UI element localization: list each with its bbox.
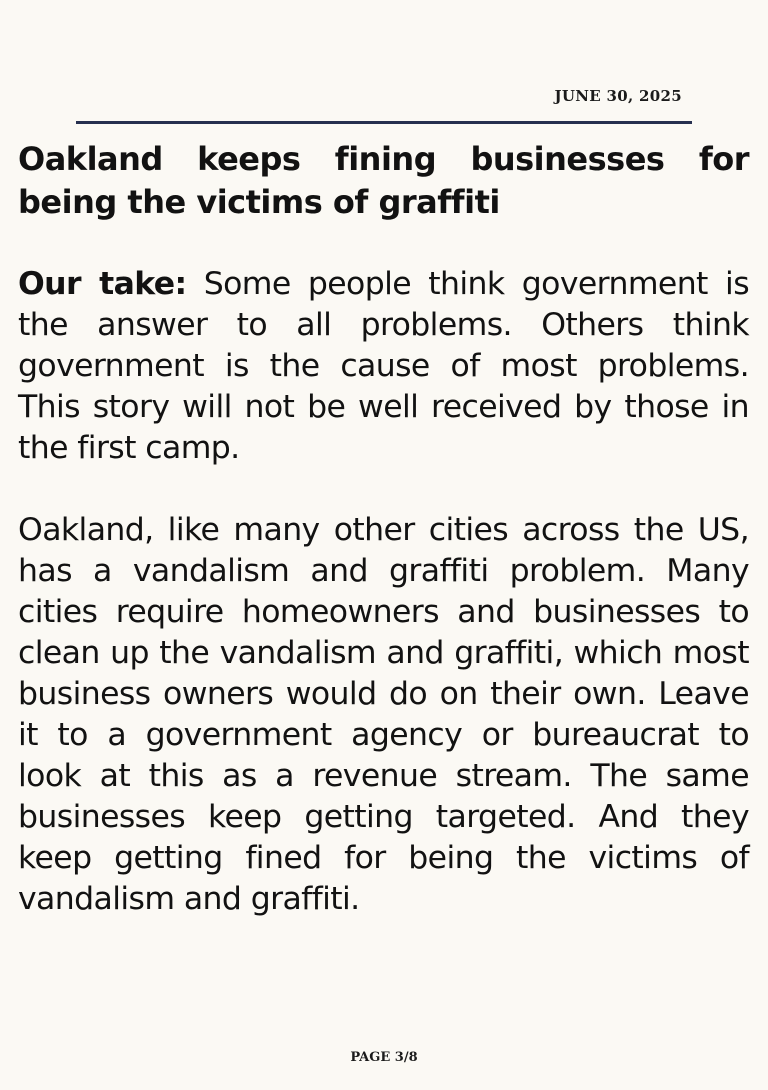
article-headline: Oakland keeps fining businesses for being the victims of graffiti [18, 140, 749, 221]
header-divider [76, 121, 692, 124]
publication-date: JUNE 30, 2025 [554, 87, 682, 105]
page-number: PAGE 3/8 [350, 1050, 418, 1065]
article [18, 138, 749, 920]
our-take-paragraph [18, 264, 749, 469]
article-body: Oakland, like many other cities across the US, has a vandalism and graffiti problem. Many cities require homeowners and businesses to clean up the vandalism and graffiti, which most business owners would do on their own. Leave it to a government agency or bureaucrat to look at this as a revenue stream. The same businesses keep getting targeted. And they keep getting fined for being the victims of vandalism and graffiti. [18, 512, 749, 917]
our-take-text: Some people think government is the answer to all problems. Others think government is the cause of most problems. This story will not be well received by those in the first camp. [18, 266, 749, 466]
our-take-label: Our take: [18, 266, 187, 302]
